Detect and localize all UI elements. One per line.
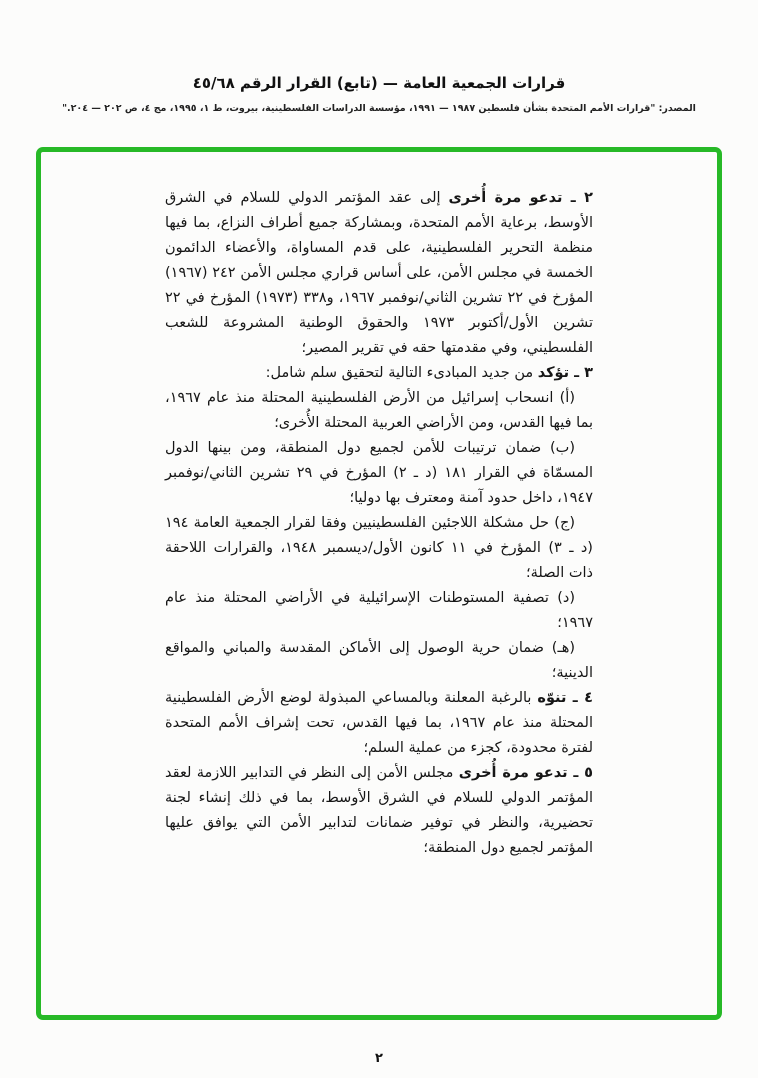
- subparagraph-a: [165, 386, 593, 436]
- content-highlight-box: [36, 147, 722, 1020]
- paragraph-text: (أ) انسحاب إسرائيل من الأرض الفلسطينية المحتلة منذ عام ١٩٦٧، بما فيها القدس، ومن الأراضي العربية المحتلة الأُخرى؛: [165, 390, 593, 431]
- paragraph-number: ٢ ـ: [562, 190, 593, 206]
- operative-paragraph-5: [165, 761, 593, 861]
- subparagraph-b: [165, 436, 593, 511]
- paragraph-lead: تدعو مرة أُخرى: [448, 190, 563, 206]
- paragraph-text: (ج) حل مشكلة اللاجئين الفلسطينيين وفقا لقرار الجمعية العامة ١٩٤ (د ـ ٣) المؤرخ في ١١ كانون الأول/ديسمبر ١٩٤٨، والقرارات اللاحقة ذات الصلة؛: [165, 515, 593, 581]
- subparagraph-c: [165, 511, 593, 586]
- source-citation: المصدر: "قرارات الأمم المتحدة بشأن فلسطين ١٩٨٧ — ١٩٩١، مؤسسة الدراسات الفلسطينية، بيروت، ط ١، ١٩٩٥، مج ٤، ص ٢٠٢ — ٢٠٤.": [62, 103, 696, 114]
- paragraph-text: بالرغبة المعلنة وبالمساعي المبذولة لوضع الأرض الفلسطينية المحتلة منذ عام ١٩٦٧، بما فيها القدس، تحت إشراف الأمم المتحدة لفترة محدودة، كجزء من عملية السلم؛: [165, 690, 593, 756]
- document-title: قرارات الجمعية العامة — (تابع) القرار الرقم ٤٥/٦٨: [192, 74, 566, 92]
- paragraph-text: (د) تصفية المستوطنات الإسرائيلية في الأراضي المحتلة منذ عام ١٩٦٧؛: [165, 590, 593, 631]
- paragraph-text: (هـ) ضمان حرية الوصول إلى الأماكن المقدسة والمباني والمواقع الدينية؛: [165, 640, 593, 681]
- resolution-text: [165, 186, 593, 861]
- operative-paragraph-4: [165, 686, 593, 761]
- subparagraph-d: [165, 586, 593, 636]
- paragraph-text: إلى عقد المؤتمر الدولي للسلام في الشرق الأوسط، برعاية الأمم المتحدة، وبمشاركة جميع أطراف النزاع، بما فيها منظمة التحرير الفلسطينية، على قدم المساواة، والأعضاء الدائمون الخمسة في مجلس الأمن، على أساس قراري مجلس الأمن ٢٤٢ (١٩٦٧) المؤرخ في ٢٢ تشرين الثاني/نوفمبر ١٩٦٧، و٣٣٨ (١٩٧٣) المؤرخ في ٢٢ تشرين الأول/أكتوبر ١٩٧٣ والحقوق الوطنية المشروعة للشعب الفلسطيني، وفي مقدمتها حقه في تقرير المصير؛: [165, 190, 593, 356]
- paragraph-text: (ب) ضمان ترتيبات للأمن لجميع دول المنطقة، ومن بينها الدول المسمّاة في القرار ١٨١ (د ـ ٢) المؤرخ في ٢٩ تشرين الثاني/نوفمبر ١٩٤٧، داخل حدود آمنة ومعترف بها دوليا؛: [165, 440, 593, 506]
- paragraph-number: ٤ ـ: [566, 690, 593, 706]
- paragraph-number: ٥ ـ: [567, 765, 594, 781]
- paragraph-lead: تدعو مرة أُخرى: [458, 765, 568, 781]
- paragraph-lead: تنوّه: [537, 690, 567, 706]
- paragraph-number: ٣ ـ: [569, 365, 593, 381]
- paragraph-text: من جديد المبادىء التالية لتحقيق سلم شامل:: [265, 365, 538, 381]
- operative-paragraph-3: [165, 361, 593, 386]
- subparagraph-e: [165, 636, 593, 686]
- paragraph-text: مجلس الأمن إلى النظر في التدابير اللازمة لعقد المؤتمر الدولي للسلام في الشرق الأوسط، بما في ذلك إنشاء لجنة تحضيرية، والنظر في توفير ضمانات لتدابير الأمن التي يوافق عليها المؤتمر لجميع دول المنطقة؛: [165, 765, 593, 856]
- page-number: ٢: [375, 1051, 383, 1066]
- operative-paragraph-2: [165, 186, 593, 361]
- paragraph-lead: تؤكد: [537, 365, 570, 381]
